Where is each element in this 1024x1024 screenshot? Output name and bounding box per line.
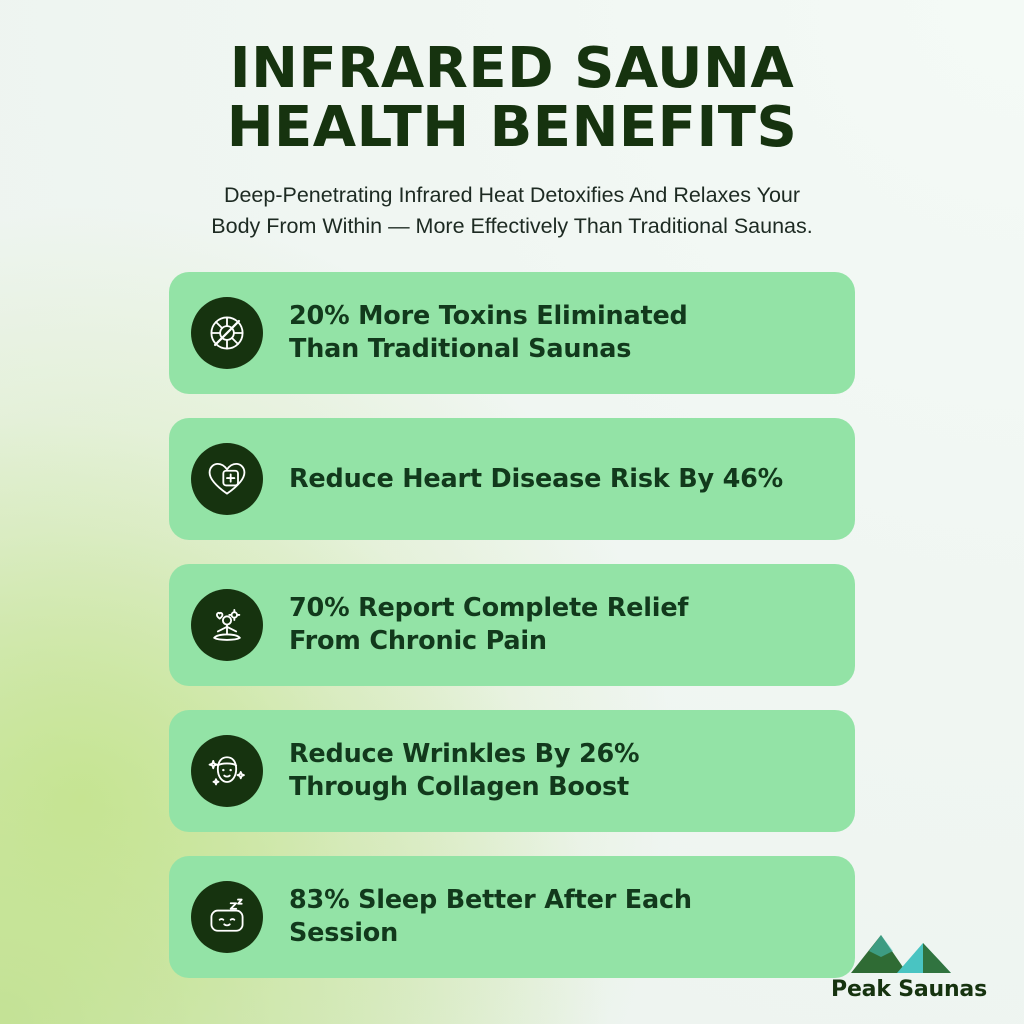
- benefit-2-line-1: Reduce Heart Disease Risk By 46%: [289, 463, 784, 494]
- subtitle-line-2: Body From Within — More Effectively Than Traditional Saunas.: [211, 213, 813, 238]
- page-subtitle: [142, 180, 882, 242]
- benefit-1-line-1: 20% More Toxins Eliminated: [289, 301, 688, 332]
- heart-medical-cross-icon: [191, 443, 263, 515]
- benefit-card-3: [169, 564, 855, 686]
- face-sparkle-skincare-icon: [191, 735, 263, 807]
- benefit-card-5: [169, 856, 855, 978]
- sleeping-face-pillow-icon: [191, 881, 263, 953]
- benefit-4-line-1: Reduce Wrinkles By 26%: [289, 739, 640, 770]
- benefit-text-1: [289, 300, 688, 365]
- benefit-1-line-2: Than Traditional Saunas: [289, 333, 632, 364]
- title-line-2: HEALTH BENEFITS: [226, 94, 798, 160]
- benefit-3-line-1: 70% Report Complete Relief: [289, 593, 689, 624]
- page-title: [0, 0, 1024, 158]
- subtitle-line-1: Deep-Penetrating Infrared Heat Detoxifies And Relaxes Your: [223, 182, 801, 207]
- person-meditating-relief-icon: [191, 589, 263, 661]
- benefit-text-2: [289, 463, 783, 496]
- benefit-text-3: [289, 592, 688, 657]
- benefit-4-line-2: Through Collagen Boost: [289, 771, 630, 802]
- benefit-5-line-1: 83% Sleep Better After Each: [289, 885, 692, 916]
- mountain-peaks-logo: [847, 929, 971, 975]
- brand-name: Peak Saunas: [831, 977, 987, 1002]
- benefit-card-1: [169, 272, 855, 394]
- benefit-text-4: [289, 738, 639, 803]
- detox-no-toxins-icon: [191, 297, 263, 369]
- brand-logo: [824, 929, 994, 1002]
- title-line-1: INFRARED SAUNA: [229, 36, 795, 101]
- benefit-3-line-2: From Chronic Pain: [289, 625, 547, 656]
- benefit-5-line-2: Session: [289, 917, 399, 948]
- benefit-text-5: [289, 884, 692, 949]
- benefit-card-2: [169, 418, 855, 540]
- benefits-list: [169, 272, 855, 978]
- benefit-card-4: [169, 710, 855, 832]
